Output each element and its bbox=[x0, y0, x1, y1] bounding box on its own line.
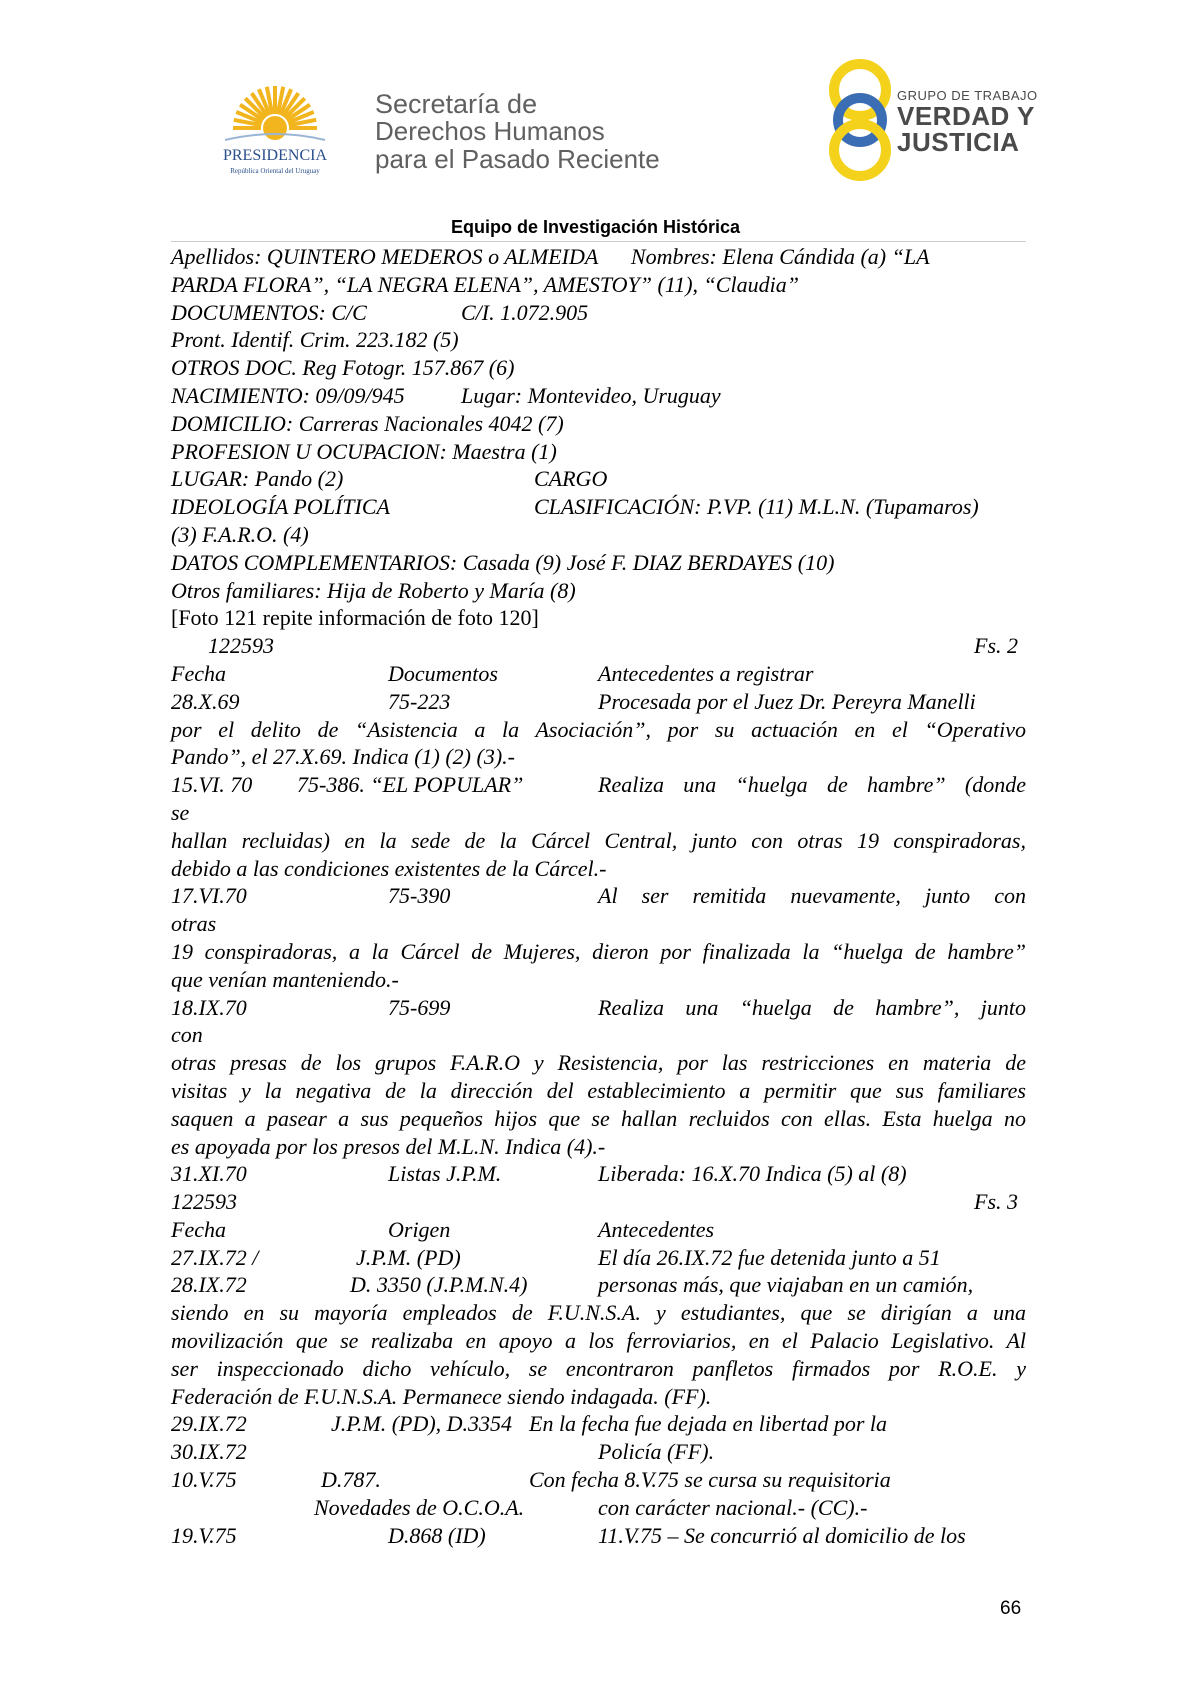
secretaria-line3: para el Pasado Reciente bbox=[375, 143, 660, 174]
team-title: Equipo de Investigación Histórica bbox=[450, 217, 741, 237]
table-row bbox=[171, 1410, 1026, 1438]
row-text: se bbox=[171, 799, 190, 825]
row-text: personas más, que viajaban en un camión, bbox=[598, 1272, 974, 1298]
table-row bbox=[171, 994, 1026, 1022]
row-text: Pando”, el 27.X.69. Indica (1) (2) (3).- bbox=[171, 744, 515, 770]
page-header bbox=[0, 0, 1191, 225]
record-field: C/I. 1.072.905 bbox=[461, 299, 589, 325]
row-date: 29.IX.72 bbox=[171, 1411, 247, 1437]
row-text: visitas y la negativa de la dirección del establecimiento a permitir que sus familiares bbox=[171, 1077, 1026, 1103]
row-text: otras bbox=[171, 911, 217, 937]
row-text: Federación de F.U.N.S.A. Permanece siendo indagada. (FF). bbox=[171, 1383, 712, 1409]
row-text: ser inspeccionado dicho vehículo, se encontraron panfletos firmados por R.O.E. y bbox=[171, 1355, 1026, 1381]
table-row bbox=[171, 1271, 1026, 1299]
record-line: DATOS COMPLEMENTARIOS: Casada (9) José F. DIAZ BERDAYES (10) bbox=[171, 549, 835, 575]
header-divider bbox=[171, 241, 1026, 242]
row-date: 31.XI.70 bbox=[171, 1161, 247, 1187]
record-field: CLASIFICACIÓN: P.VP. (11) M.L.N. (Tupamaros) bbox=[534, 494, 979, 520]
row-date: 28.X.69 bbox=[171, 688, 240, 714]
col-antecedentes: Antecedentes a registrar bbox=[598, 660, 814, 686]
row-date: 10.V.75 bbox=[171, 1467, 237, 1493]
row-date: 19.V.75 bbox=[171, 1522, 237, 1548]
row-text: debido a las condiciones existentes de la Cárcel.- bbox=[171, 855, 607, 881]
record-line: PROFESION U OCUPACION: Maestra (1) bbox=[171, 438, 557, 464]
table-row bbox=[171, 1244, 1026, 1272]
record-line: OTROS DOC. Reg Fotogr. 157.867 (6) bbox=[171, 355, 515, 381]
row-text: 11.V.75 – Se concurrió al domicilio de los bbox=[598, 1522, 966, 1548]
record-field: CARGO bbox=[534, 466, 608, 492]
record-line bbox=[171, 493, 1026, 521]
record-note: [Foto 121 repite información de foto 120] bbox=[171, 605, 539, 631]
row-origin: Novedades de O.C.O.A. bbox=[314, 1494, 525, 1520]
row-doc: Listas J.P.M. bbox=[388, 1161, 502, 1187]
record-line: (3) F.A.R.O. (4) bbox=[171, 521, 309, 547]
record-line: Otros familiares: Hija de Roberto y María (8) bbox=[171, 577, 576, 603]
row-text: que venían manteniendo.- bbox=[171, 966, 399, 992]
record-line: Pront. Identif. Crim. 223.182 (5) bbox=[171, 327, 459, 353]
row-doc: 75-699 bbox=[388, 994, 451, 1020]
record-line bbox=[171, 382, 1026, 410]
presidencia-sub: República Oriental del Uruguay bbox=[230, 167, 320, 175]
record-field: NACIMIENTO: 09/09/945 bbox=[171, 382, 405, 408]
record-field: DOCUMENTOS: C/C bbox=[171, 299, 367, 325]
row-text: otras presas de los grupos F.A.R.O y Resistencia, por las restricciones en materia de bbox=[171, 1050, 1026, 1076]
folio-header bbox=[171, 1188, 1026, 1216]
row-text: siendo en su mayoría empleados de F.U.N.S.A. y estudiantes, que se dirigían a una bbox=[171, 1300, 1026, 1326]
row-origin: J.P.M. (PD), D.3354 bbox=[331, 1411, 513, 1437]
presidencia-label: PRESIDENCIA bbox=[222, 147, 328, 164]
table-header bbox=[171, 1216, 1026, 1244]
verdad-justicia-text bbox=[897, 88, 1038, 155]
col-origen: Origen bbox=[388, 1216, 451, 1242]
row-date: 28.IX.72 bbox=[171, 1272, 247, 1298]
row-text: Policía (FF). bbox=[598, 1439, 715, 1465]
secretaria-line1: Secretaría de bbox=[375, 89, 538, 119]
row-text: movilización que se realizaba en apoyo a los ferroviarios, en el Palacio Legislativo. Al bbox=[171, 1328, 1026, 1354]
table-row bbox=[171, 882, 1026, 910]
record-line bbox=[171, 299, 1026, 327]
row-date: 27.IX.72 / bbox=[171, 1244, 259, 1270]
col-antecedentes: Antecedentes bbox=[598, 1216, 715, 1242]
row-doc: 75-386. “EL POPULAR” bbox=[297, 772, 524, 798]
presidencia-sun-logo bbox=[195, 80, 355, 180]
table-row bbox=[171, 1438, 1026, 1466]
secretaria-line2: Derechos Humanos bbox=[375, 116, 605, 147]
row-origin: D. 3350 (J.P.M.N.4) bbox=[350, 1272, 528, 1298]
row-text: es apoyada por los presos del M.L.N. Indica (4).- bbox=[171, 1133, 606, 1159]
page-number: 66 bbox=[1000, 1598, 1022, 1619]
table-row bbox=[171, 771, 1026, 799]
row-date: 30.IX.72 bbox=[171, 1439, 247, 1465]
record-line: Apellidos: QUINTERO MEDEROS o ALMEIDA Nombres: Elena Cándida (a) “LA bbox=[171, 244, 930, 269]
table-row bbox=[171, 1522, 1026, 1550]
record-line bbox=[171, 465, 1026, 493]
row-text: por el delito de “Asistencia a la Asociación”, por su actuación en el “Operativo bbox=[171, 716, 1026, 742]
table-row bbox=[171, 1466, 1026, 1494]
record-body bbox=[171, 243, 1026, 1549]
folio-label: Fs. 2 bbox=[974, 633, 1018, 659]
record-field: IDEOLOGÍA POLÍTICA bbox=[171, 494, 390, 520]
row-text: hallan recluidas) en la sede de la Cárcel Central, junto con otras 19 conspiradoras, bbox=[171, 827, 1026, 853]
row-text: El día 26.IX.72 fue detenida junto a 51 bbox=[598, 1244, 941, 1270]
folio-number: 122593 bbox=[208, 633, 274, 659]
row-text: con bbox=[171, 1022, 203, 1048]
row-text: Realiza una “huelga de hambre”, junto bbox=[598, 994, 1026, 1020]
row-text: Al ser remitida nuevamente, junto con bbox=[598, 883, 1026, 909]
col-documentos: Documentos bbox=[388, 660, 498, 686]
row-date: 15.VI. 70 bbox=[171, 772, 253, 798]
table-header bbox=[171, 660, 1026, 688]
secretaria-title bbox=[375, 90, 660, 173]
table-row bbox=[171, 1160, 1026, 1188]
folio-number: 122593 bbox=[171, 1189, 237, 1215]
row-origin: J.P.M. (PD) bbox=[356, 1244, 461, 1270]
row-text: con carácter nacional.- (CC).- bbox=[598, 1494, 868, 1520]
vyj-line2: JUSTICIA bbox=[897, 127, 1020, 157]
record-line: PARDA FLORA”, “LA NEGRA ELENA”, AMESTOY” (11), “Claudia” bbox=[171, 271, 799, 297]
row-doc: 75-390 bbox=[388, 883, 451, 909]
row-spacer bbox=[171, 1494, 314, 1522]
col-fecha: Fecha bbox=[171, 1216, 226, 1242]
table-row bbox=[171, 1494, 1026, 1522]
vyj-line1: VERDAD Y bbox=[897, 101, 1035, 131]
row-doc: 75-223 bbox=[388, 688, 451, 714]
row-text: Procesada por el Juez Dr. Pereyra Manelli bbox=[598, 688, 976, 714]
row-text: Realiza una “huelga de hambre” (donde bbox=[598, 772, 1026, 798]
record-field: Lugar: Montevideo, Uruguay bbox=[461, 382, 721, 408]
row-text: saquen a pasear a sus pequeños hijos que se hallan recluidos con ellas. Esta huelga no bbox=[171, 1105, 1026, 1131]
folio-header bbox=[171, 632, 1026, 660]
vyj-small: GRUPO DE TRABAJO bbox=[897, 88, 1038, 103]
col-fecha: Fecha bbox=[171, 660, 226, 686]
table-row bbox=[171, 688, 1026, 716]
row-text: En la fecha fue dejada en libertad por la bbox=[529, 1411, 888, 1437]
row-date: 17.VI.70 bbox=[171, 883, 247, 909]
row-origin: D.787. bbox=[321, 1467, 381, 1493]
record-field: LUGAR: Pando (2) bbox=[171, 466, 344, 492]
row-origin: D.868 (ID) bbox=[388, 1522, 486, 1548]
folio-label: Fs. 3 bbox=[974, 1189, 1018, 1215]
record-line: DOMICILIO: Carreras Nacionales 4042 (7) bbox=[171, 410, 564, 436]
row-text: 19 conspiradoras, a la Cárcel de Mujeres, dieron por finalizada la “huelga de hambre” bbox=[171, 938, 1026, 964]
row-date: 18.IX.70 bbox=[171, 994, 247, 1020]
row-text: Con fecha 8.V.75 se cursa su requisitoria bbox=[529, 1467, 891, 1493]
row-text: Liberada: 16.X.70 Indica (5) al (8) bbox=[598, 1161, 907, 1187]
